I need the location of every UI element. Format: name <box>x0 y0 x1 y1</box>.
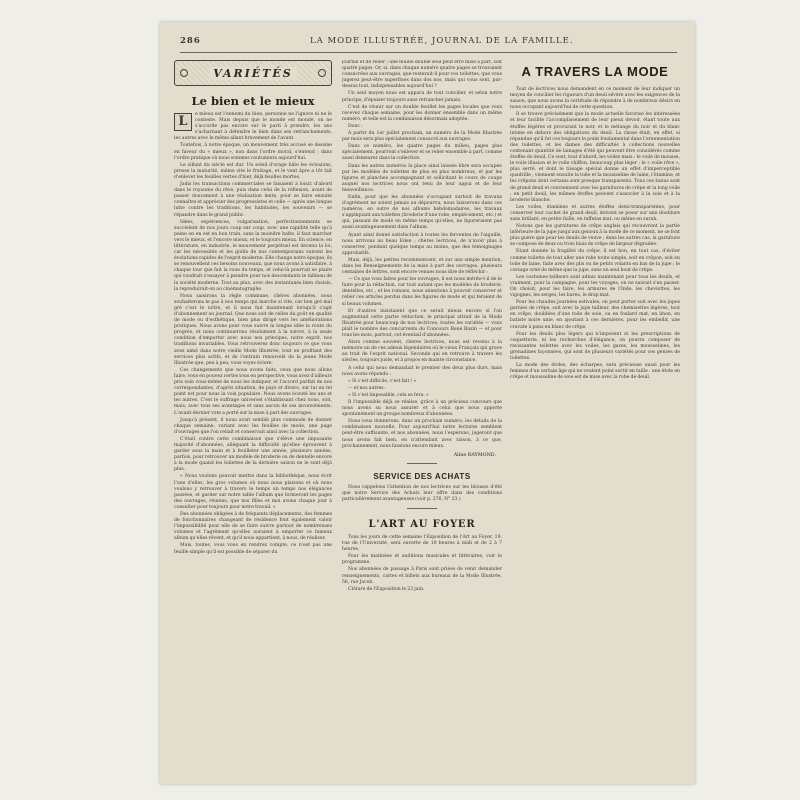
paragraph: A partir du 1er juillet prochain, un numéro de la Mode Illustrée par mois sera plus spécialement consacré aux ouvrages. <box>342 131 502 143</box>
journal-page <box>160 22 695 784</box>
paragraph: — Ce que vous faites pour les ouvrages, il est nous mérite-t-il de le faire pour la rédaction, car tout autant que les modèles de broderie, dentelles, etc., et les romans, nous aimerions à pouvoir conserver et relier ces articles perdus dans les figures de mode et qui feraient de si beaux volumes. <box>342 277 502 307</box>
varietes-banner <box>174 60 332 86</box>
paragraph: — et nos autres : <box>348 385 387 391</box>
ornament-icon <box>180 69 188 77</box>
paragraph: Pour les matinées et auditions musicales et littéraires, voir le programme. <box>342 554 502 566</box>
column-middle <box>342 60 502 772</box>
article-title: Le bien et le mieux <box>191 94 315 108</box>
column-varietes <box>174 60 332 772</box>
page-header <box>180 36 677 48</box>
paragraph: Nous rappelons l'attention de nos lectrices sur les blouses d'été que notre Service des Achats leur offre dans des conditions particulièrement avantageuses (voir p. 276, N° 23.) <box>342 484 502 502</box>
paragraph: Pour les deuils plus légers qui n'imposent ni les prescriptions de coquetterie, ni les recherches d'élégance, on pourra composer de ravissantes toilettes avec les voiles, les gazes, les mousselines, les grenadines façonnées, qui sont de plusieurs variétés pour ces genres de toilettes. <box>510 331 680 362</box>
paragraph: Alors comme souvent, chères lectrices, nous est revenu à la mémoire un de ces adieux légendaires où le vieux Français qui grave au trait de l'esprit national. Seconde qui en retrouve à travers les siècles, toujours juste, et à propos en mainte circonstance. <box>342 340 502 364</box>
paragraph: Tout de lectrices nous demandent en ce moment de leur indiquer un moyen de concilier les rigueurs d'un deuil sévère avec les exigences de la saison, que nous avons la certitude de répondre à de nombreux désirs en nous occupant aujourd'hui de cette question. <box>510 87 680 111</box>
paragraph: Donc : <box>348 123 363 129</box>
mode-title: A TRAVERS LA MODE <box>521 64 669 79</box>
paragraph: Nous saisirons la règle commune, chères abonnées, nous souhaiterons le pas à nos temps qui marche si vite, car bon gré mal gré c'est le nôtre, et il nous fait maintenant lorsqu'il s'agit d'abonnement au journal. Que nous soit de celles du goût en qualité de mode ou d'esthétique, bien plus dirigé vers les améliorations pratiques. Nous avons pour vous suivre la longue idée la route du progrès, et nous continuerons résolument à la suivre, à la seule condition d'emporter avec nous nos principes, notre esprit, nos traditions invariables. Vous retrouverez donc toujours ce que vous avez aimé dans notre vieille Mode Illustrée, tout en profitant des services plus actifs, et de l'entrain renouvelé de la jeune Mode Illustrée que, peu à peu, vous voyez éclore. <box>174 293 332 366</box>
paragraph: Jadis les transactions commerciales se faisaient à loisir, d'abord dans le royaume du rêve, puis dans celui de la réflexion, avant de passer doucement à une réalisation lente, pour se faire ensuite connaître et apprécier des progressistes et celle — après une longue lutte contre les traditions, les habitudes, les souvenirs — se répandre dans le grand public. <box>174 182 332 218</box>
foyer-body <box>342 535 502 593</box>
paragraph: « Si c'est difficile, c'est fait ! » <box>348 378 417 384</box>
paragraph: Les costumes-tailleurs sont admis maintenant pour tous les deuils, et vraiment, pour la campagne, pour les voyages, on ne saurait s'en passer. On choisit, pour les faire, les armures de l'Inde, les cheviottes, les vigognes, les serges, les bures, le drap mat. <box>510 274 680 299</box>
foyer-heading: L'ART AU FOYER <box>368 519 476 530</box>
paragraph: Mais, toutes, vous vous en rendrez compte, ce n'est pas une feuille simple qu'il est possible de séparer du <box>174 543 332 555</box>
paragraph: Un seul moyen nous est apparu de tout concilier, et selon notre principe, d'épuiser toujours sans retrancher jamais. <box>342 91 502 103</box>
paragraph: La mode des étoles, des écharpes, sera précieuse aussi pour les femmes d'un certain âge qui ne veulent point sortir en taille : une étole en crêpe et mousseline de soie est de mise avec la robe de deuil. <box>510 363 680 381</box>
paragraph: Enfin, pour que les abonnées s'occupant surtout de travaux d'agrément ne soient jamais au dépourvu, nous laisserons dans ces numéros, en outre de nos albums hebdomadaires, les travaux s'appliquant aux toilettes (broderie d'une robe, empiècement, etc.) et qui, passant de mode en même temps qu'elles, ne figureraient pas aussi avantageusement dans l'album. <box>342 194 502 231</box>
column-mode <box>510 60 680 772</box>
paragraph: Ayant ainsi donné satisfaction à toutes les ferventes de l'aiguille, nous arrivons au beau Eden ; chères lectrices, de n'avoir plus à conserver, pendant quelque temps au moins, que des témoignages approbatifs. <box>342 232 502 256</box>
paragraph: Dans ce numéro, les quatre pages du milieu, pages plus spécialement, pourront s'enlever et se relier ensemble à part, comme aussi demeurer dans la collection. <box>342 144 502 162</box>
banner-label: VARIÉTÉS <box>209 67 296 80</box>
page-number: 286 <box>180 36 201 46</box>
paragraph: Notons que les garnitures de crêpe anglais qui recouvrent la partie inférieure de la jupe jusqu'aux genoux à la mode de ce moment, ne se font plus guère que pour les deuils de veuve ; dans les autres cas, la garniture se compose de deux ou trois biais de crêpe de largeur dégradée. <box>510 224 680 248</box>
paragraph: Les voiles, étamines et autres étoffes demi-transparentes, pour conserver leur cachet de grand deuil, doivent se poser sur une doublure sans brillant, en petite faille, en taffetas mat, ou même en surah. <box>510 204 680 222</box>
paragraph: Ces changements que nous avons faits, ceux que nous allons faire, vous en pouvez certes tous en perspective, vous avez d'ailleurs pris soin vous-même de nous les indiquer, et l'accord parfait de nos correspondantes, d'après situation, de pays et divers, sur lui en tel point est pour nous la voix populaire. Nous avons écouté les uns et les autres. C'est le suffrage universel s'établissant chez nous, soit, mais, avec tous ses avantages et sans aucun de ses inconvénients. L'avant-dernier vote a porté sur la mise à part des ouvrages. <box>174 367 332 416</box>
paragraph: Dans les autres numéros la place ainsi laissée libre sera occupée par les modèles de toilettes de plus en plus nombreux, et par les figures et planches accompagnant et sollicitant le cours de coupe auquel nos lectrices nous ont tenu de leur appui et de leur bienveillance. <box>342 163 502 193</box>
divider <box>407 508 437 509</box>
paragraph: Étant donnée la fragilité du crêpe, il est bon, en tout cas, d'éviter comme toilette de tout aller une robe toute simple, soit en crêpon, soit en toile de laine, faite avec des plis ou de petits volants en bas de la jupe ; le corsage orné de même que la jupe, sans un seul bout de crêpe. <box>510 249 680 273</box>
paragraph: e mieux est l'ennemi du bien, personne ne l'ignore ni ne le conteste. Mais depuis que le monde est monde, on ne s'accorde pas encore sur le parti à prendre, les uns s'acharnant à défendre le bien dans ses retranchements, les autres avec le même allant bravement de l'avant. <box>174 112 332 142</box>
ornament-icon <box>318 69 326 77</box>
paragraph: Il l'impossible déjà se réalise, grâce à un précieux concours que nous avons su nous assurer et à celui que nous apporte spontanément un groupe nombreux d'abonnées. <box>342 399 502 418</box>
achats-heading: SERVICE DES ACHATS <box>373 471 471 481</box>
paragraph: Tous les jours de cette semaine l'Exposition de l'Art au Foyer, 19, rue de l'Université, sera ouverte de 10 heures à midi et de 2 à 7 heures. <box>342 535 502 553</box>
paragraph: « Si c'est impossible, cela se fera. » <box>348 392 429 398</box>
article-signature: Aline RAYMOND. <box>453 452 496 458</box>
mode-body <box>510 87 680 381</box>
paragraph: Idées, expériences, vulgarisation, perfectionnements se succèdent de nos jours coup sur coup, avec une rapidité telle qu'à peine on en est en bon train, sans la moindre halte, il faut marcher vers le mieux, et l'encore mieux, et le toujours mieux. En science, en littérature, en industrie, le mouvement perpétuel est devenu la loi, car les nécessités et les goûts de nos contemporains suivent les évolutions rapides de l'esprit moderne. Elle change notre époque, ils se renouvellent ces besoins nouveaux, que nous avons à satisfaire, à chaque tour que fait la roue du temps, et celui-là pourrait se plaire qui voudrait s'essayer à peindre pour nos descendants le tableau de la société moderne. Tout au plus, avec des instantanés bien choisis, la reproduirait-on au cinématographe. <box>174 219 332 292</box>
drop-cap: L <box>174 113 192 131</box>
paragraph: C'est de réunir sur un double feuillet les pages locales que vous recevez chaque semaine, pour les donner ensemble dans un même numéro, et telle est la combinaison désormais adoptée. <box>342 104 502 122</box>
paragraph: Des abonnées obligées à de fréquents déplacements, des femmes de fonctionnaires changeant de résidence font également valoir l'impossibilité pour elle de se faire suivre partout de nombreuses volumes et l'agrément qu'elles auraient à emporter ce fameux album qu'elles rêvent, et qu'il nous appartient, à nous, de réaliser. <box>174 512 332 542</box>
article-continuation <box>342 60 502 450</box>
paragraph: Nos abonnées de passage à Paris sont priées de venir demander renseignements, cartes et billets aux bureaux de la Mode Illustrée, 56, rue Jacob. <box>342 567 502 585</box>
paragraph: Clôture de l'Exposition le 23 juin. <box>348 586 425 592</box>
paragraph: « Nous voulons pouvoir mettre dans la bibliothèque, nous écrit l'une d'elles, les gros volumes où nous nous plaisons et où nous voulons y retrouver à travers le temps un temps nos élégances passées, et garder sur notre table l'album que formeront les pages des ouvrages, réunies, que nos filles et moi avons chaque jour à consulter pour toujours pour notre travail. » <box>174 474 332 510</box>
paragraph: Toutefois, à notre époque, un mouvement très accusé se dessine en faveur du « mieux », non dans l'ordre moral, s'entend ; dans l'ordre pratique où nous sommes coutumiers aujourd'hui. <box>174 143 332 161</box>
paragraph: Et d'autres insistaient que ce serait mieux encore si l'on augmentait cette partie rédaction, le principal attrait de la Mode Illustrée pour beaucoup de nos lectrices, toutes les variétés — vous plaît le nombre des concurrents du Concours René Bazin — et pour tous les mois, partout, cet éventail d'abonnées. <box>342 308 502 339</box>
paragraph: journal et de relier ; une feuille double seul peut être mise à part, soit quatre pages. Or, si, dans chaque numéro quatre pages se trouvaient consacrées aux ouvrages, que resterait-il pour vos toilettes, que vous jugerez peut-être superflues dans dos nos, mais qui vous sont, par-dessus tout, indispensables aujourd'hui ? <box>342 60 502 90</box>
paragraph: Mais, déjà, les petites recommencent, et sur une simple mention, dans les Renseignements de la mise à part des ouvrages, plusieurs centaines de lettres, sont encore venues nous dire de réfléchir : <box>342 257 502 276</box>
paragraph: Nous vous donnerons, dans un prochain numéro, les détails de la combinaison nouvelle. Pour aujourd'hui notre lectures semblent peut-être suffisante, et nos abonnées, nous l'espérons, jugeront que nous avons fait bien, en n'attendant avec raison, à ce que, prochainement, nous fassions encore mieux. <box>342 419 502 449</box>
paragraph: Le sillant du siècle est dur. Un soleil d'orage bâte les éclosions, presse la maturité, même vite le fruitage, et le vent âpre a tôt fait d'enlever les feuilles vertes d'hier, déjà feuilles mortes. <box>174 162 332 180</box>
divider <box>407 463 437 464</box>
paragraph: C'était contre cette combinaison que s'élève une imposante majorité d'abonnées, alléguant la difficulté qu'elles éprouvent à garder sous la main et à feuilleter une année, plusieurs années, parfois, pour retrouver un modèle de broderie ou de dentelle encore à la mode quand les toilettes de la dernière saison ne le sont déjà plus. <box>174 436 332 473</box>
paragraph: Jusqu'à présent, il nous avait semblé plus commode de donner chaque semaine, variant avec les feuilles de mode, une page d'ouvrages que l'on reliait et conservait ainsi avec la collection. <box>174 417 332 435</box>
paragraph: A celui qui nous demandait le premier des deux plus durs, mais nous avons répondu : <box>342 365 502 377</box>
paragraph: Il se trouve précisément que la mode actuelle favorise les intéressées et leur facilite l'accomplissement de leur pieux devoir, étant toute aux étoffes légères et procurant le noir, et le mélange du noir et du blanc intime en dehors des obligations du deuil. La chose était, en effet, si répandue qu'il fut ces toujours le point fondamental dans l'ornementation des toilettes, et les dames des difficultés à collections nouvelles contenant quantité de lainages d'été qui peuvent être considérés comme étoffes de deuil. Ce sont, tout d'abord, les voiles mais : le voile de mousse, le voile illusion et le voile chiffon, beaucoup plus léger ; le « voile rêve », plus serré, et dont le tissage spécial donne un effet d'imperceptible quadrille ; viennent ensuite la toile et la mousseline de laine, l'étamine, et les crêpons dont certains sont presque transparents. Tous ces tissus sont de grand deuil et conviennent avec les garnitures de crêpe et la long voile ; en petit deuil, les mêmes étoffes peuvent s'associer à la soie et à la broderie blanche. <box>510 112 680 203</box>
paragraph: Pour les chaudes journées estivales, on peut porter soit avec les jupes garnies de crêpe, soit avec la jupe tailleur, des chemisettes légères, tout en crêpe, doublées d'une toile de soie, ou en foulard mat, en linon, en batiste noire unie, en ajoutant à ces dernières, pour les embellir, une cravate à pans en blanc de crêpe. <box>510 300 680 330</box>
achats-body <box>342 485 502 503</box>
header-rule <box>180 52 677 53</box>
journal-title: LA MODE ILLUSTRÉE, JOURNAL DE LA FAMILLE. <box>310 36 574 46</box>
article-body <box>174 112 332 556</box>
